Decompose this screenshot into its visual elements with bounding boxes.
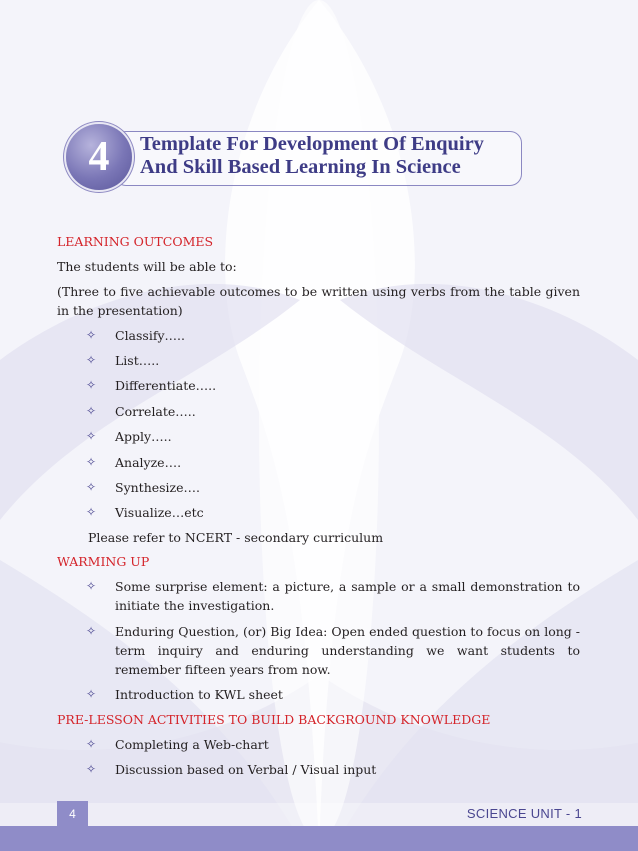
bullet-icon: ✧ — [86, 353, 97, 367]
bullet-icon: ✧ — [86, 579, 97, 593]
bullet-icon: ✧ — [86, 624, 97, 638]
learning-outcomes-note: (Three to five achievable outcomes to be written using verbs from the table given in the presentation) — [57, 284, 580, 318]
curriculum-reference: Please refer to NCERT - secondary curriculum — [88, 530, 384, 545]
warming-up-item: Enduring Question, (or) Big Idea: Open ended question to focus on long -term inquiry and enduring understanding we want students to remember fifteen years from now. — [115, 624, 580, 677]
chapter-title — [140, 133, 518, 179]
pre-lesson-heading: PRE-LESSON ACTIVITIES TO BUILD BACKGROUND KNOWLEDGE — [57, 712, 491, 727]
bullet-icon: ✧ — [86, 378, 97, 392]
outcome-item: Visualize…etc — [115, 505, 204, 520]
outcome-item: Differentiate….. — [115, 378, 217, 393]
unit-label: SCIENCE UNIT - 1 — [466, 806, 582, 821]
footer-bar — [0, 826, 638, 851]
outcome-item: Apply….. — [115, 429, 172, 444]
bullet-icon: ✧ — [86, 328, 97, 342]
learning-outcomes-heading: LEARNING OUTCOMES — [57, 234, 214, 249]
pre-lesson-item: Discussion based on Verbal / Visual input — [115, 762, 377, 777]
bullet-icon: ✧ — [86, 429, 97, 443]
warming-up-item: Some surprise element: a picture, a sample or a small demonstration to initiate the investigation. — [115, 579, 580, 613]
pre-lesson-item: Completing a Web-chart — [115, 737, 269, 752]
bullet-icon: ✧ — [86, 505, 97, 519]
outcome-item: Analyze…. — [115, 455, 182, 470]
chapter-number: 4 — [88, 134, 110, 180]
chapter-title-line1: Template For Development Of Enquiry — [140, 133, 484, 155]
warming-up-item: Introduction to KWL sheet — [115, 687, 283, 702]
outcome-item: Classify….. — [115, 328, 185, 343]
bullet-icon: ✧ — [86, 480, 97, 494]
bullet-icon: ✧ — [86, 404, 97, 418]
outcome-item: Synthesize…. — [115, 480, 201, 495]
bullet-icon: ✧ — [86, 455, 97, 469]
bullet-icon: ✧ — [86, 737, 97, 751]
chapter-title-line2: And Skill Based Learning In Science — [140, 156, 461, 178]
outcome-item: List….. — [115, 353, 160, 368]
bullet-icon: ✧ — [86, 687, 97, 701]
learning-outcomes-intro: The students will be able to: — [57, 259, 237, 274]
page-number: 4 — [69, 807, 76, 821]
warming-up-heading: WARMING UP — [57, 554, 150, 569]
outcome-item: Correlate….. — [115, 404, 196, 419]
bullet-icon: ✧ — [86, 762, 97, 776]
